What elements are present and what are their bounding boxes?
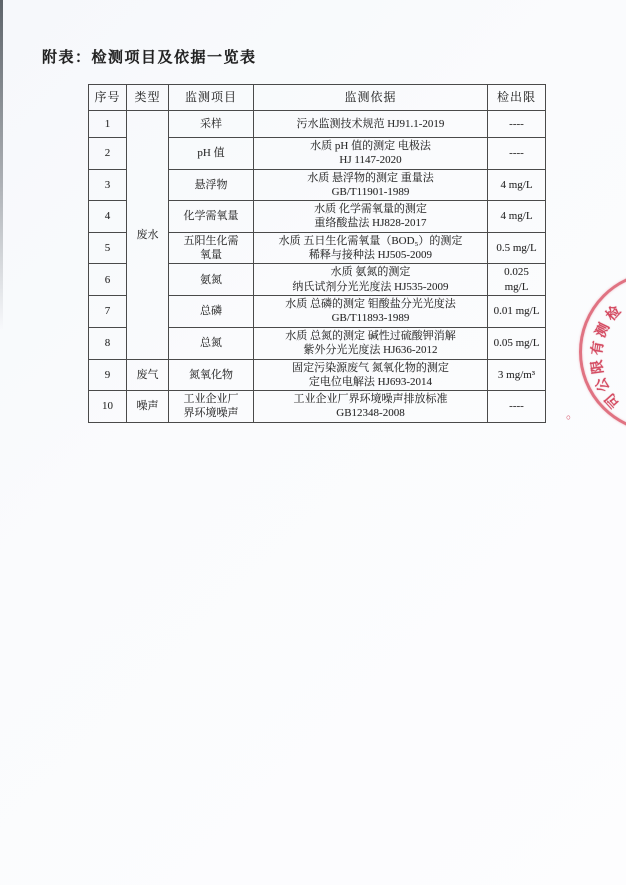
cell-no: 7 <box>89 295 127 327</box>
cell-no: 10 <box>89 391 127 423</box>
scanner-edge-shadow <box>0 0 3 330</box>
cell-limit: 4 mg/L <box>488 201 546 233</box>
cell-no: 6 <box>89 264 127 296</box>
cell-item: 氨氮 <box>169 264 254 296</box>
cell-basis: 污水监测技术规范 HJ91.1-2019 <box>254 111 488 138</box>
cell-limit: 0.5 mg/L <box>488 232 546 264</box>
seal-circle-arc <box>579 271 626 433</box>
cell-type-gas: 废气 <box>127 359 169 391</box>
cell-item: 采样 <box>169 111 254 138</box>
seal-character: 有 <box>589 340 607 357</box>
cell-limit: 0.05 mg/L <box>488 327 546 359</box>
company-seal-stamp <box>548 265 626 450</box>
cell-no: 8 <box>89 327 127 359</box>
table-row <box>89 111 546 138</box>
header-type: 类型 <box>127 85 169 111</box>
cell-item: pH 值 <box>169 138 254 170</box>
cell-basis: 水质 五日生化需氧量（BOD₅）的测定 稀释与接种法 HJ505-2009 <box>254 232 488 264</box>
table-header-row <box>89 85 546 111</box>
seal-period-mark: 。 <box>566 406 580 421</box>
cell-limit: ---- <box>488 111 546 138</box>
header-item: 监测项目 <box>169 85 254 111</box>
table-row <box>89 359 546 391</box>
seal-character: 限 <box>590 358 607 375</box>
cell-type-wastewater: 废水 <box>127 111 169 360</box>
cell-limit: 0.01 mg/L <box>488 295 546 327</box>
seal-character: 司 <box>602 389 624 411</box>
seal-character: 检 <box>603 303 625 325</box>
seal-character: 测 <box>593 321 614 341</box>
cell-basis: 水质 pH 值的测定 电极法 HJ 1147-2020 <box>254 138 488 170</box>
cell-basis: 水质 化学需氧量的测定 重络酸盐法 HJ828-2017 <box>254 201 488 233</box>
cell-basis: 水质 总磷的测定 钼酸盐分光光度法 GB/T11893-1989 <box>254 295 488 327</box>
cell-basis: 工业企业厂界环境噪声排放标准 GB12348-2008 <box>254 391 488 423</box>
cell-item: 氮氧化物 <box>169 359 254 391</box>
header-no: 序号 <box>89 85 127 111</box>
cell-limit: 0.025 mg/L <box>488 264 546 296</box>
cell-item: 五阳生化需 氧量 <box>169 232 254 264</box>
cell-item: 工业企业厂 界环境噪声 <box>169 391 254 423</box>
cell-limit: 3 mg/m³ <box>488 359 546 391</box>
cell-no: 2 <box>89 138 127 170</box>
cell-no: 3 <box>89 169 127 201</box>
cell-basis: 水质 悬浮物的测定 重量法 GB/T11901-1989 <box>254 169 488 201</box>
cell-basis: 水质 总氮的测定 碱性过硫酸钾消解 紫外分光光度法 HJ636-2012 <box>254 327 488 359</box>
cell-item: 总氮 <box>169 327 254 359</box>
table-row <box>89 391 546 423</box>
cell-limit: 4 mg/L <box>488 169 546 201</box>
cell-no: 1 <box>89 111 127 138</box>
cell-no: 9 <box>89 359 127 391</box>
cell-type-noise: 噪声 <box>127 391 169 423</box>
cell-no: 5 <box>89 232 127 264</box>
cell-basis: 固定污染源废气 氮氧化物的测定 定电位电解法 HJ693-2014 <box>254 359 488 391</box>
header-basis: 监测依据 <box>254 85 488 111</box>
monitoring-items-table <box>88 84 546 423</box>
header-limit: 检出限 <box>488 85 546 111</box>
cell-item: 总磷 <box>169 295 254 327</box>
cell-no: 4 <box>89 201 127 233</box>
cell-limit: ---- <box>488 138 546 170</box>
cell-item: 悬浮物 <box>169 169 254 201</box>
cell-item: 化学需氧量 <box>169 201 254 233</box>
cell-basis: 水质 氨氮的测定 纳氏试剂分光光度法 HJ535-2009 <box>254 264 488 296</box>
cell-limit: ---- <box>488 391 546 423</box>
page-title: 附表：检测项目及依据一览表 <box>42 50 257 66</box>
seal-character: 公 <box>593 374 614 394</box>
